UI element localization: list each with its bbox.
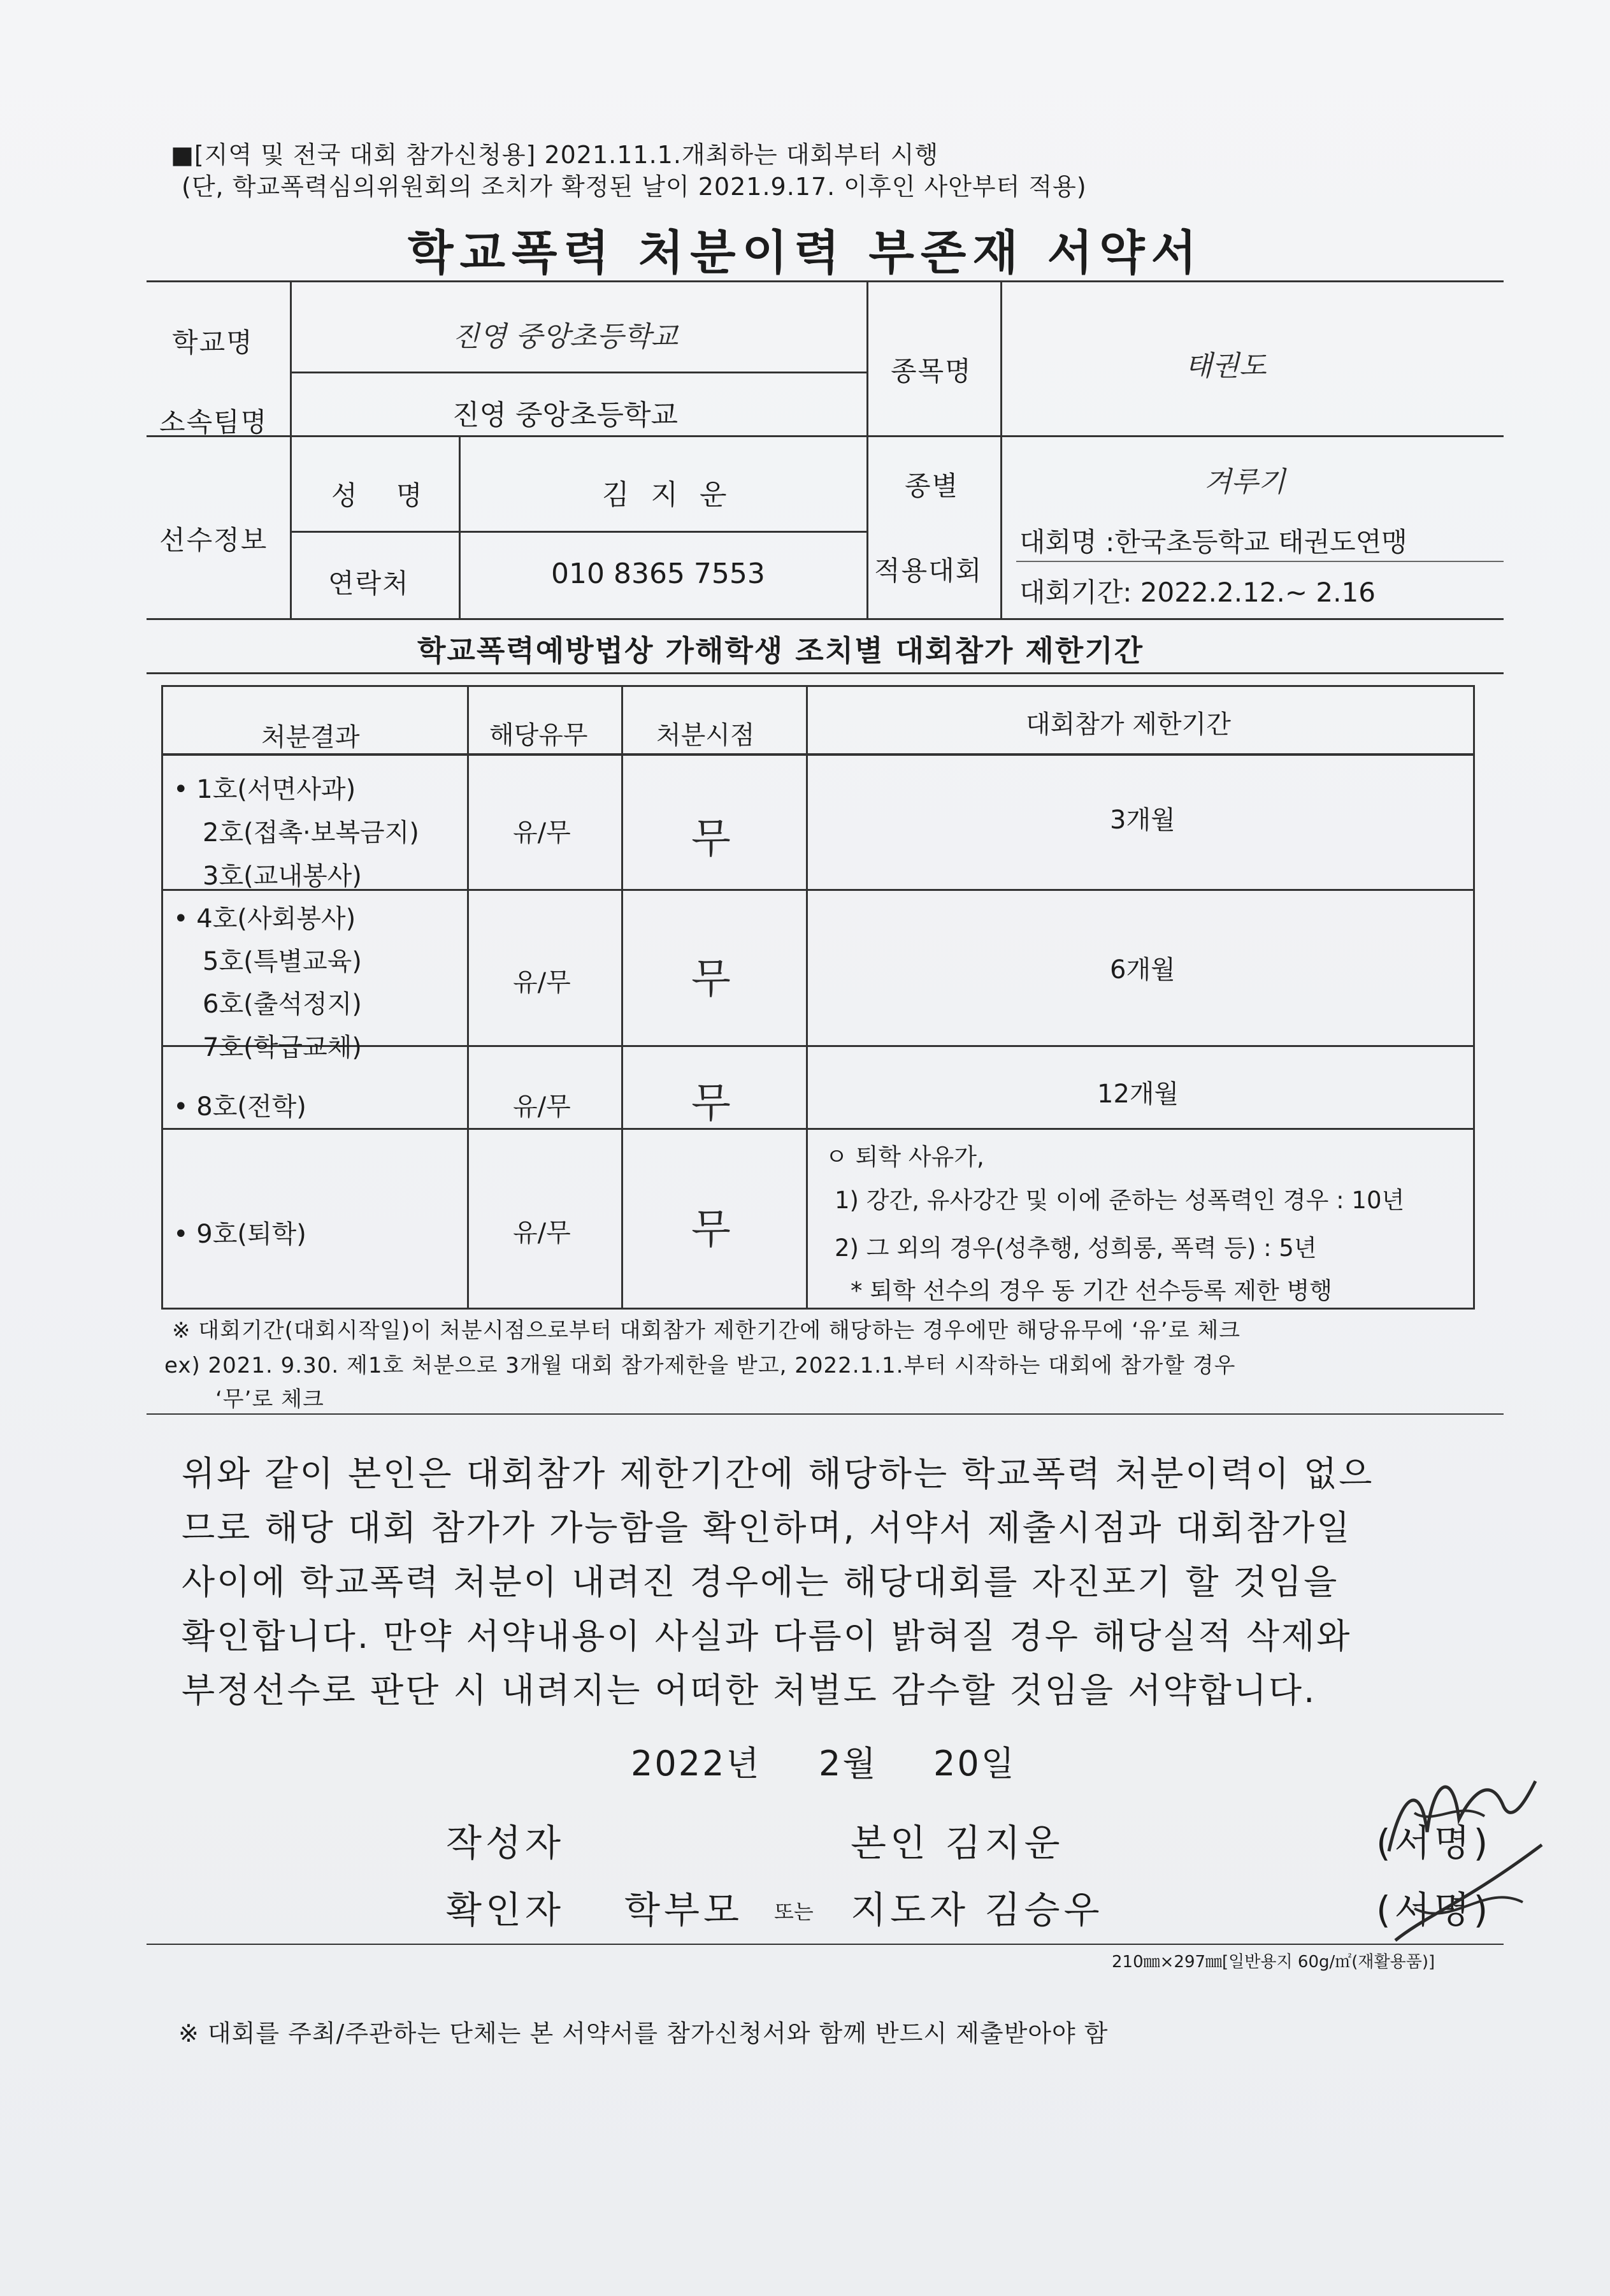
info-divider [147, 435, 1504, 437]
contact-value: 010 8365 7553 [551, 558, 765, 590]
competition-period: 대회기간: 2022.2.12.~ 2.16 [1019, 577, 1376, 608]
confirmer-label: 확인자 [446, 1888, 565, 1931]
row3-item: • 8호(전학) [173, 1092, 306, 1122]
note-line-3: ‘무’로 체크 [215, 1387, 324, 1412]
table-col-divider [467, 685, 469, 1310]
writer-label: 작성자 [446, 1821, 565, 1865]
date-year: 2022년 [631, 1744, 761, 1784]
date-day: 20일 [933, 1744, 1016, 1784]
name-value: 김 지 운 [602, 479, 733, 511]
pledge-line: 사이에 학교폭력 처분이 내려진 경우에는 해당대회를 자진포기 할 것임을 [182, 1562, 1339, 1602]
row4-checkmark: 무 [691, 1206, 731, 1253]
row2-item: • 4호(사회봉사) [173, 904, 356, 934]
team-name-value: 진영 중앙초등학교 [452, 399, 679, 431]
row4-period-line: 2) 그 외의 경우(성추행, 성희롱, 폭력 등) : 5년 [835, 1234, 1317, 1262]
confirmer-signature [1376, 1832, 1555, 1960]
table-header-divider [161, 753, 1475, 756]
notice-line-1: ■[지역 및 전국 대회 참가신청용] 2021.11.1.개최하는 대회부터 시행 [171, 141, 939, 169]
header-applicable: 해당유무 [489, 721, 588, 750]
header-time: 처분시점 [656, 721, 755, 750]
note-line-2: ex) 2021. 9.30. 제1호 처분으로 3개월 대회 참가제한을 받고, 2022.1.1.부터 시작하는 대회에 참가할 경우 [164, 1353, 1236, 1378]
row3-yn: 유/무 [513, 1092, 571, 1122]
row4-period-line: 1) 강간, 유사강간 및 이에 준하는 성폭력인 경우 : 10년 [835, 1187, 1405, 1214]
confirmer-value: 지도자 김승우 [851, 1888, 1103, 1931]
event-value: 겨루기 [1204, 466, 1286, 498]
competition-name: 대회명 :한국초등학교 태권도연맹 [1019, 526, 1407, 558]
info-col-divider [459, 435, 461, 618]
info-col-divider [866, 280, 868, 618]
row4-period-line: * 퇴학 선수의 경우 동 기간 선수등록 제한 병행 [851, 1277, 1332, 1304]
pledge-line: 위와 같이 본인은 대회참가 제한기간에 해당하는 학교폭력 처분이력이 없으 [182, 1454, 1374, 1494]
row2-yn: 유/무 [513, 968, 571, 997]
row1-item: • 1호(서면사과) [173, 775, 356, 804]
writer-value: 본인 김지운 [851, 1821, 1064, 1865]
header-period: 대회참가 제한기간 [1026, 710, 1231, 739]
confirmer-parent: 학부모 [624, 1888, 744, 1931]
row4-yn: 유/무 [513, 1218, 571, 1248]
row4-period-line: ㅇ 퇴학 사유가, [825, 1143, 984, 1171]
paper-spec: 210㎜×297㎜[일반용지 60g/㎡(재활용품)] [1112, 1953, 1435, 1972]
info-divider [290, 372, 866, 373]
school-name-value: 진영 중앙초등학교 [452, 321, 679, 353]
row3-period: 12개월 [1097, 1079, 1179, 1109]
row2-item: 7호(학급교체) [203, 1033, 362, 1062]
row1-period: 3개월 [1110, 805, 1175, 835]
row2-item: 6호(출석정지) [203, 990, 362, 1019]
footer-note: ※ 대회를 주최/주관하는 단체는 본 서약서를 참가신청서와 함께 반드시 제출받아야 함 [178, 2019, 1109, 2047]
note-line-1: ※ 대회기간(대회시작일)이 처분시점으로부터 대회참가 제한기간에 해당하는 경우에만 해당유무에 ‘유’로 체크 [172, 1318, 1241, 1343]
event-label: 종별 [905, 470, 960, 502]
row1-item: 2호(접촉·보복금지) [203, 818, 419, 848]
table-col-divider [806, 685, 808, 1310]
writer-sign-label: (서명) [1376, 1821, 1492, 1865]
sport-label: 종목명 [891, 356, 972, 387]
date-month: 2월 [819, 1744, 878, 1784]
table-col-divider [621, 685, 623, 1310]
row1-item: 3호(교내봉사) [203, 862, 362, 891]
info-table-bottom-border [147, 618, 1504, 620]
pledge-line: 확인합니다. 만약 서약내용이 사실과 다름이 밝혀질 경우 해당실적 삭제와 [182, 1616, 1352, 1656]
row1-checkmark: 무 [691, 816, 731, 863]
player-info-label: 선수정보 [159, 524, 268, 556]
confirmer-sign-label: (서명) [1376, 1888, 1492, 1931]
table-row-divider [161, 1128, 1475, 1130]
name-label: 성 명 [331, 480, 438, 511]
document-title: 학교폭력 처분이력 부존재 서약서 [408, 226, 1204, 280]
footer-divider [147, 1944, 1504, 1945]
confirmer-or: 또는 [774, 1900, 814, 1924]
notice-line-2: (단, 학교폭력심의위원회의 조치가 확정된 날이 2021.9.17. 이후인 사안부터 적용) [182, 173, 1087, 201]
row2-item: 5호(특별교육) [203, 947, 362, 976]
row4-item: • 9호(퇴학) [173, 1220, 306, 1249]
section-divider [147, 672, 1504, 674]
school-name-label: 학교명 [172, 327, 254, 358]
competition-label: 적용대회 [874, 555, 983, 586]
row2-checkmark: 무 [691, 956, 731, 1003]
row1-yn: 유/무 [513, 818, 571, 848]
info-table-top-border [147, 280, 1504, 282]
info-divider [290, 531, 866, 533]
row2-period: 6개월 [1110, 955, 1175, 985]
info-divider [1016, 561, 1504, 562]
header-result: 처분결과 [261, 723, 360, 752]
row3-checkmark: 무 [691, 1080, 731, 1127]
pledge-line: 므로 해당 대회 참가가 가능함을 확인하며, 서약서 제출시점과 대회참가일 [182, 1508, 1352, 1548]
team-name-label: 소속팀명 [159, 407, 268, 438]
contact-label: 연락처 [328, 568, 410, 599]
info-col-divider [290, 280, 292, 618]
info-col-divider [1000, 280, 1002, 618]
restriction-subtitle: 학교폭력예방법상 가해학생 조치별 대회참가 제한기간 [417, 633, 1144, 668]
section-divider [147, 1413, 1504, 1415]
pledge-line: 부정선수로 판단 시 내려지는 어떠한 처벌도 감수할 것임을 서약합니다. [182, 1670, 1317, 1710]
sport-value: 태권도 [1185, 350, 1267, 382]
